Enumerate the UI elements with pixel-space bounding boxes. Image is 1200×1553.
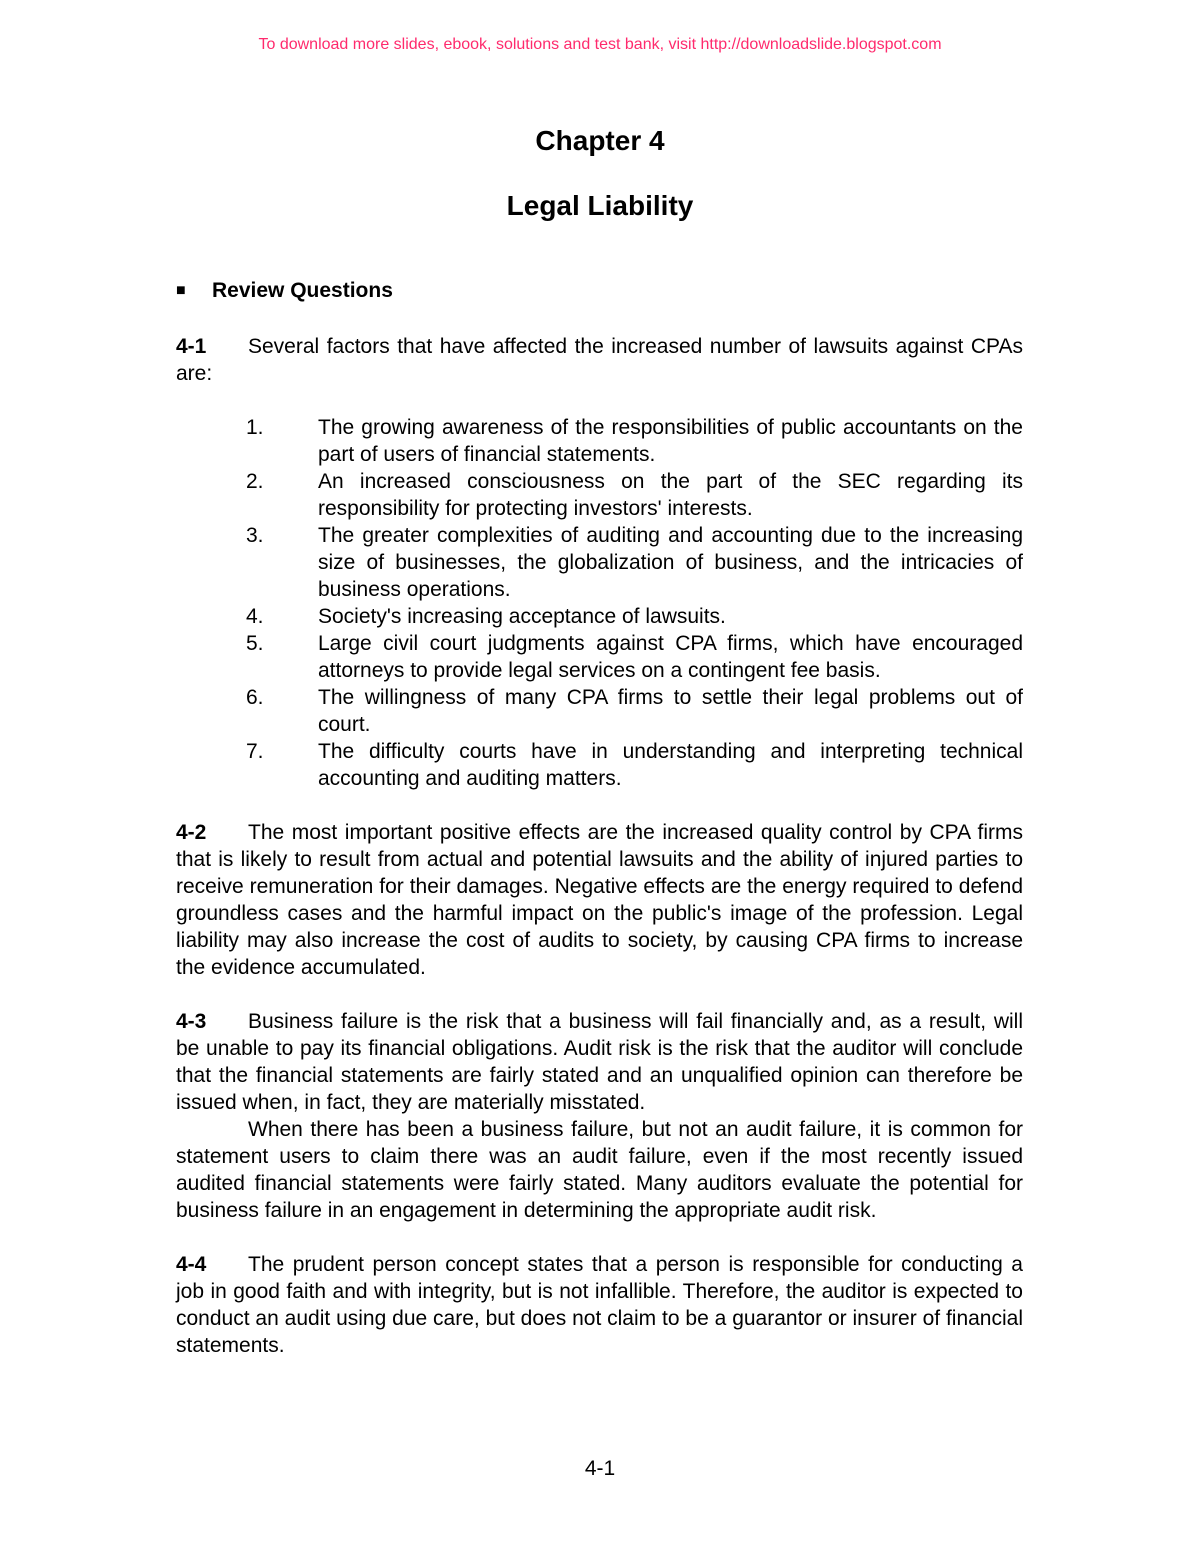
question-number: 4-2 [176, 821, 207, 844]
question-4-3 [176, 1008, 1023, 1116]
section-title: Review Questions [212, 279, 393, 302]
question-text: The most important positive effects are the increased quality control by CPA firms that is likely to result from actual and potential lawsuits and the ability of injured parties to receive remuneration for their damages. Negative effects are the energy required to defend groundless cases and the harmful impact on the public's image of the profession. Legal liability may also increase the cost of audits to society, by causing CPA firms to increase the evidence accumulated. [176, 821, 1023, 979]
list-item-text: The willingness of many CPA firms to settle their legal problems out of court. [318, 686, 1023, 736]
document-body [176, 333, 1023, 1386]
list-item-text: An increased consciousness on the part of the SEC regarding its responsibility for protecting investors' interests. [318, 470, 1023, 520]
list-item [176, 414, 1023, 468]
question-number: 4-4 [176, 1253, 207, 1276]
question-text: Several factors that have affected the increased number of lawsuits against CPAs are: [176, 335, 1023, 385]
list-item-number: 4. [246, 605, 264, 628]
list-item-text: The greater complexities of auditing and accounting due to the increasing size of businesses, the globalization of business, and the intricacies of business operations. [318, 524, 1023, 601]
question-text: Business failure is the risk that a business will fail financially and, as a result, will be unable to pay its financial obligations. Audit risk is the risk that the auditor will conclude that the financial statements are fairly stated and an unqualified opinion can therefore be issued when, in fact, they are materially misstated. [176, 1010, 1023, 1114]
page-number: 4-1 [584, 1457, 616, 1480]
download-banner: To download more slides, ebook, solutions and test bank, visit http://downloadslide.blogspot.com [258, 36, 942, 53]
list-item [176, 684, 1023, 738]
question-number: 4-1 [176, 335, 207, 358]
list-item [176, 603, 1023, 630]
list-item-number: 6. [246, 686, 264, 709]
list-item-number: 1. [246, 416, 264, 439]
list-item-text: The difficulty courts have in understanding and interpreting technical accounting and auditing matters. [318, 740, 1023, 790]
question-4-3-continued: When there has been a business failure, but not an audit failure, it is common for statement users to claim there was an audit failure, even if the most recently issued audited financial statements were fairly stated. Many auditors evaluate the potential for business failure in an engagement in determining the appropriate audit risk. [176, 1118, 1023, 1222]
list-item [176, 630, 1023, 684]
list-item-text: The growing awareness of the responsibilities of public accountants on the part of users of financial statements. [318, 416, 1023, 466]
chapter-title: Chapter 4 [535, 125, 665, 156]
list-item-number: 3. [246, 524, 264, 547]
square-bullet-icon: ■ [176, 282, 186, 299]
list-item-number: 7. [246, 740, 264, 763]
question-4-2 [176, 819, 1023, 981]
list-item-text: Large civil court judgments against CPA firms, which have encouraged attorneys to provide legal services on a contingent fee basis. [318, 632, 1023, 682]
list-item-number: 5. [246, 632, 264, 655]
question-4-1 [176, 333, 1023, 387]
list-item-text: Society's increasing acceptance of lawsuits. [318, 605, 726, 628]
list-item [176, 468, 1023, 522]
question-text: The prudent person concept states that a person is responsible for conducting a job in good faith and with integrity, but is not infallible. Therefore, the auditor is expected to conduct an audit using due care, but does not claim to be a guarantor or insurer of financial statements. [176, 1253, 1023, 1357]
chapter-subtitle: Legal Liability [506, 190, 694, 221]
question-4-4 [176, 1251, 1023, 1359]
factor-list [176, 414, 1023, 792]
list-item [176, 522, 1023, 603]
list-item-number: 2. [246, 470, 264, 493]
list-item [176, 738, 1023, 792]
question-number: 4-3 [176, 1010, 207, 1033]
section-heading [176, 279, 393, 303]
